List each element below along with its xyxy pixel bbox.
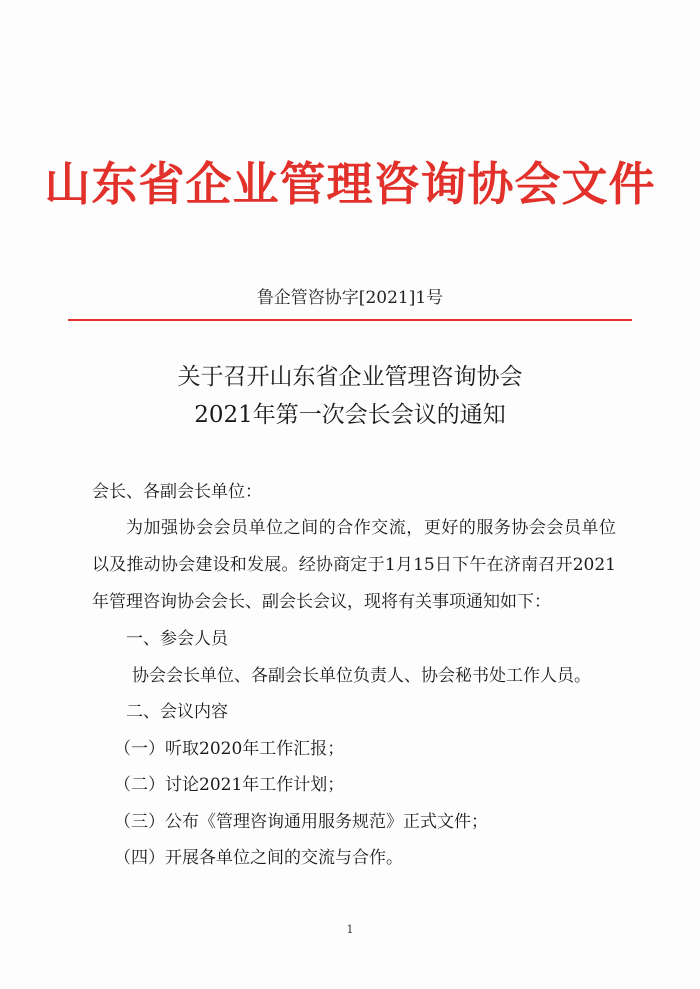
salutation: 会长、各副会长单位： [92,482,262,502]
document-number: 鲁企管咨协字[2021]1号 [256,288,444,308]
list-item: （四）开展各单位之间的交流与合作。 [114,848,403,868]
intro-paragraph: 为加强协会会员单位之间的合作交流，更好的服务协会会员单位以及推动协会建设和发展。经协商定于1月15日下午在济南召开2021年管理咨询协会会长、副会长会议，现将有关事项通知如下： [92,518,616,612]
list-item: （三）公布《管理咨询通用服务规范》正式文件； [114,811,488,832]
section-1-content: 协会会长单位、各副会长单位负责人、协会秘书处工作人员。 [132,665,591,686]
section-1-heading: 一、参会人员 [126,629,228,649]
list-item: （一）听取2020年工作汇报； [114,738,345,759]
section-2-heading: 二、会议内容 [126,702,228,722]
org-header-title: 山东省企业管理咨询协会文件 [44,157,656,211]
page-number: 1 [346,923,354,936]
red-divider-line [68,319,632,321]
notice-body [92,474,616,877]
notice-title [0,358,700,434]
list-item: （二）讨论2021年工作计划； [114,775,345,795]
notice-title-line-2: 2021年第一次会长会议的通知 [194,402,506,428]
notice-title-line-1: 关于召开山东省企业管理咨询协会 [177,364,523,390]
